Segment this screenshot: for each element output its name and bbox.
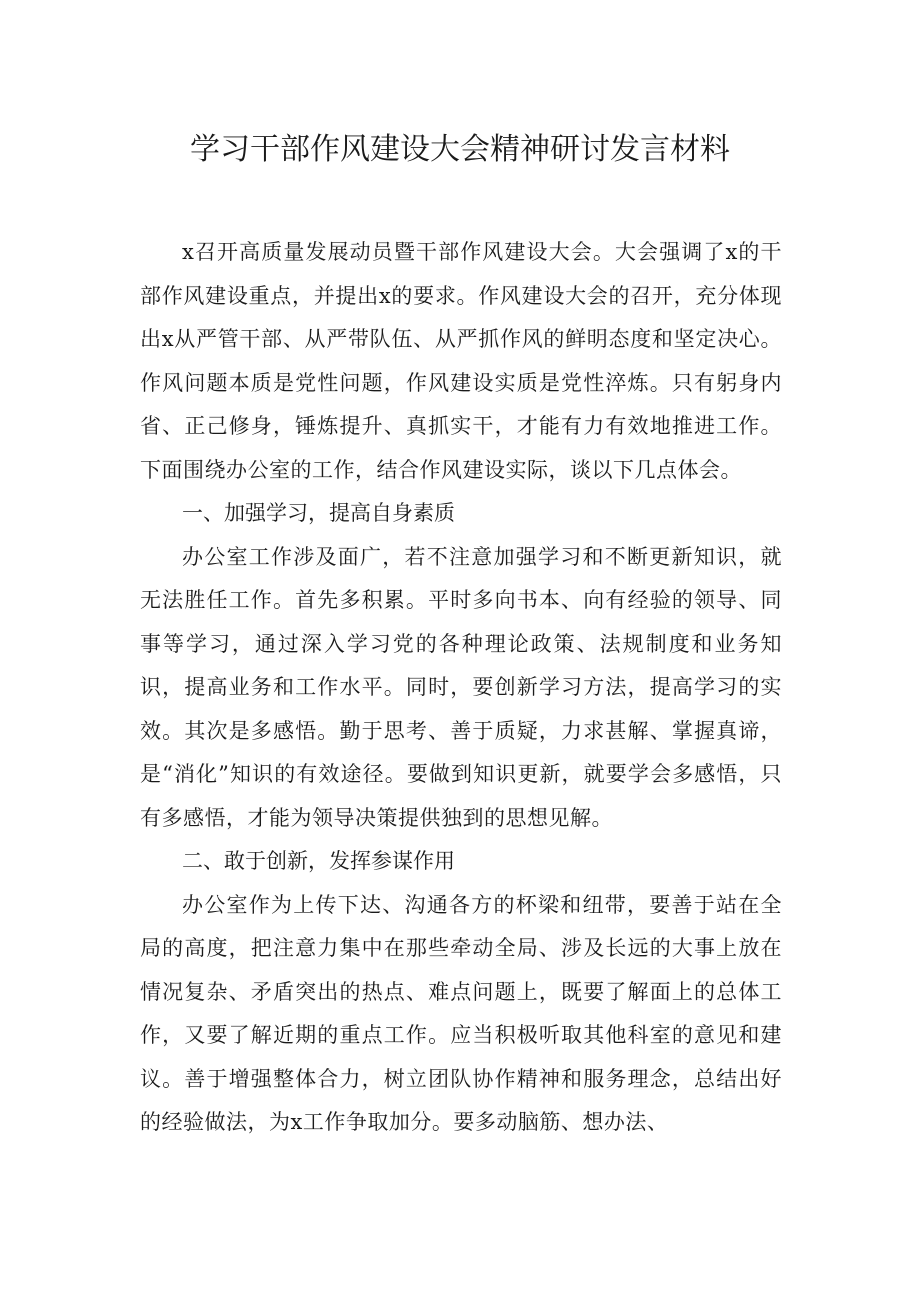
intro-paragraph: x召开高质量发展动员暨干部作风建设大会。大会强调了x的干部作风建设重点，并提出x的要求。作风建设大会的召开，充分体现出x从严管干部、从严带队伍、从严抓作风的鲜明态度和坚定决心。作风问题本质是党性问题，作风建设实质是党性淬炼。只有躬身内省、正己修身，锤炼提升、真抓实干，才能有力有效地推进工作。下面围绕办公室的工作，结合作风建设实际，谈以下几点体会。: [140, 240, 782, 482]
section-paragraph-1: 办公室工作涉及面广，若不注意加强学习和不断更新知识，就无法胜任工作。首先多积累。平时多向书本、向有经验的领导、同事等学习，通过深入学习党的各种理论政策、法规制度和业务知识，提高业务和工作水平。同时，要创新学习方法，提高学习的实效。其次是多感悟。勤于思考、善于质疑，力求甚解、掌握真谛，是“消化”知识的有效途径。要做到知识更新，就要学会多感悟，只有多感悟，才能为领导决策提供独到的思想见解。: [140, 544, 782, 830]
section-paragraph-2: 办公室作为上传下达、沟通各方的杯梁和纽带，要善于站在全局的高度，把注意力集中在那些牵动全局、涉及长远的大事上放在情况复杂、矛盾突出的热点、难点问题上，既要了解面上的总体工作，又要了解近期的重点工作。应当积极听取其他科室的意见和建议。善于增强整体合力，树立团队协作精神和服务理念，总结出好的经验做法，为x工作争取加分。要多动脑筋、想办法、: [140, 892, 782, 1134]
document-body: [140, 231, 782, 1145]
document-title: 学习干部作风建设大会精神研讨发言材料: [190, 132, 730, 167]
section-heading-2: 二、敢于创新，发挥参谋作用: [182, 849, 455, 873]
section-heading-1: 一、加强学习，提高自身素质: [182, 501, 455, 525]
